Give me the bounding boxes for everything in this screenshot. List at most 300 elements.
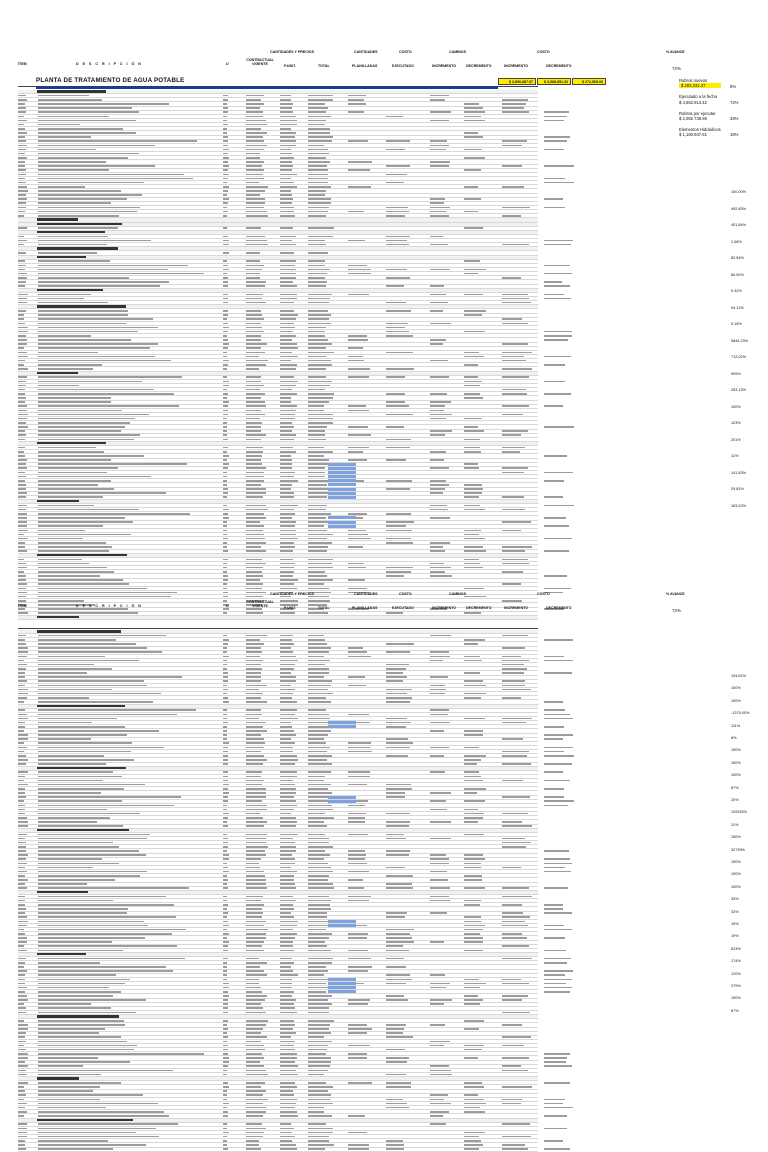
- cell-text: [544, 979, 572, 981]
- cell-text: [280, 871, 297, 873]
- cell-text: [430, 517, 450, 519]
- cell-text: [544, 763, 572, 765]
- cell-text: [18, 298, 27, 300]
- cell-text: [348, 647, 363, 649]
- cell-text: [308, 1107, 324, 1109]
- cell-text: [280, 190, 291, 192]
- cell-text: [246, 970, 264, 972]
- cell-text: [308, 260, 325, 262]
- cell-text: [38, 496, 103, 498]
- row-progress-pct: 100%: [731, 996, 741, 1001]
- cell-text: [308, 937, 329, 939]
- cell-text: [246, 718, 259, 720]
- cell-text: [223, 660, 227, 662]
- cell-text: [18, 805, 25, 807]
- cell-text: [280, 714, 295, 716]
- cell-text: [223, 1061, 229, 1063]
- cell-text: [280, 227, 293, 229]
- cell-text: [386, 983, 406, 985]
- cell-text: [38, 1003, 91, 1005]
- cell-text: [502, 1086, 532, 1088]
- cell-text: [308, 912, 327, 914]
- cell-text: [502, 995, 528, 997]
- cell-text: [502, 186, 524, 188]
- cell-text: [280, 1115, 298, 1117]
- row-progress-pct: 100%: [731, 773, 741, 778]
- cell-text: [246, 116, 263, 118]
- cell-text: [308, 714, 329, 716]
- cell-text: [386, 140, 410, 142]
- cell-text: [246, 1020, 268, 1022]
- cell-text: [280, 896, 293, 898]
- cell-text: [544, 393, 571, 395]
- cell-text: [430, 509, 448, 511]
- cell-text: [246, 1070, 266, 1072]
- cell-text: [348, 747, 370, 749]
- cell-text: [18, 376, 27, 378]
- cell-text: [18, 505, 27, 507]
- cell-text: [38, 1090, 93, 1092]
- cell-text: [386, 834, 404, 836]
- cell-text: [502, 647, 525, 649]
- cell-text: [18, 796, 26, 798]
- cell-text: [544, 273, 572, 275]
- cell-text: [246, 693, 263, 695]
- cell-text: [38, 542, 106, 544]
- cell-text: [464, 1103, 486, 1105]
- cell-text: [280, 970, 293, 972]
- cell-text: [308, 190, 326, 192]
- cell-text: [308, 950, 331, 952]
- cell-text: [280, 513, 295, 515]
- cell-text: [280, 875, 294, 877]
- cell-text: [308, 538, 327, 540]
- cell-text: [544, 701, 563, 703]
- cell-text: [223, 962, 227, 964]
- cell-text: [223, 505, 227, 507]
- cell-text: [308, 327, 326, 329]
- row-progress-pct: 5.16%: [731, 322, 742, 326]
- cell-text: [308, 509, 326, 511]
- cell-text: [430, 1024, 445, 1026]
- cell-text: [386, 689, 412, 691]
- cell-text: [18, 182, 26, 184]
- cell-text: [280, 153, 292, 155]
- cell-text: [18, 368, 28, 370]
- cell-text: [280, 974, 298, 976]
- cell-text: [246, 714, 262, 716]
- cell-text: [223, 904, 228, 906]
- highlight-cell: [328, 475, 356, 478]
- cell-text: [38, 709, 196, 711]
- cell-text: [223, 958, 228, 960]
- cell-text: [308, 834, 325, 836]
- cell-text: [544, 904, 563, 906]
- cell-text: [223, 414, 228, 416]
- cell-text: [223, 550, 228, 552]
- cell-text: [464, 260, 480, 262]
- section-label: [37, 231, 105, 234]
- side-pct-0: 8%: [730, 84, 737, 89]
- cell-text: [280, 1136, 295, 1138]
- cell-text: [38, 995, 113, 997]
- cell-text: [308, 689, 328, 691]
- cell-text: [246, 875, 265, 877]
- cell-text: [223, 813, 229, 815]
- cell-text: [308, 107, 328, 109]
- cell-text: [223, 215, 227, 217]
- cell-text: [223, 846, 228, 848]
- row-progress-pct: 100%: [731, 872, 741, 877]
- cell-text: [18, 347, 24, 349]
- cell-text: [464, 925, 485, 927]
- cell-text: [464, 538, 485, 540]
- cell-text: [223, 800, 228, 802]
- highlight-cell: [328, 725, 356, 728]
- cell-text: [223, 755, 228, 757]
- cell-text: [246, 186, 268, 188]
- cell-text: [18, 430, 25, 432]
- cell-text: [280, 676, 296, 678]
- cell-text: [502, 302, 531, 304]
- cell-text: [246, 376, 261, 378]
- cell-text: [223, 933, 229, 935]
- cell-text: [246, 792, 266, 794]
- cell-text: [18, 389, 25, 391]
- cell-text: [246, 834, 267, 836]
- cell-text: [544, 480, 564, 482]
- cell-text: [18, 639, 25, 641]
- cell-text: [38, 850, 139, 852]
- cell-text: [386, 1036, 413, 1038]
- cell-text: [38, 298, 84, 300]
- cell-text: [308, 1053, 326, 1055]
- cell-text: [308, 240, 325, 242]
- cell-text: [246, 393, 265, 395]
- cell-text: [246, 236, 265, 238]
- cell-text: [464, 639, 485, 641]
- cell-text: [464, 730, 483, 732]
- cell-text: [18, 962, 25, 964]
- cell-text: [38, 426, 125, 428]
- cell-text: [280, 887, 296, 889]
- cell-text: [18, 921, 28, 923]
- cell-text: [18, 718, 28, 720]
- cell-text: [246, 99, 261, 101]
- cell-text: [223, 335, 227, 337]
- cell-text: [246, 211, 267, 213]
- cell-text: [430, 676, 448, 678]
- cell-text: [246, 467, 266, 469]
- col-contract-qty-2: CONTRACTUAL VIGENTE: [246, 600, 274, 608]
- col-planned-2: PLANILLADAS: [352, 606, 378, 610]
- cell-text: [223, 1136, 227, 1138]
- cell-text: [18, 858, 26, 860]
- cell-text: [502, 780, 523, 782]
- cell-text: [502, 1065, 521, 1067]
- cell-text: [223, 871, 229, 873]
- cell-text: [18, 1007, 26, 1009]
- cell-text: [280, 792, 296, 794]
- cell-text: [464, 149, 482, 151]
- cell-text: [223, 467, 228, 469]
- cell-text: [223, 207, 227, 209]
- cell-text: [280, 244, 296, 246]
- cell-text: [38, 817, 110, 819]
- cell-text: [18, 1082, 28, 1084]
- cell-text: [18, 207, 26, 209]
- col-quantities: CANTIDADES: [354, 50, 378, 54]
- cell-text: [280, 1007, 295, 1009]
- cell-text: [308, 381, 332, 383]
- cell-text: [223, 647, 227, 649]
- cell-text: [348, 776, 370, 778]
- cell-text: [308, 517, 326, 519]
- cell-text: [308, 635, 324, 637]
- cell-text: [430, 714, 448, 716]
- cell-text: [430, 120, 449, 122]
- cell-text: [386, 1049, 405, 1051]
- cell-text: [464, 107, 483, 109]
- section-label: [37, 305, 126, 308]
- cell-text: [502, 738, 523, 740]
- cell-text: [464, 1028, 479, 1030]
- cell-text: [280, 111, 293, 113]
- cell-text: [18, 850, 26, 852]
- cell-text: [223, 492, 228, 494]
- cell-text: [38, 1082, 121, 1084]
- data-table-2: [18, 630, 538, 1152]
- cell-text: [280, 747, 293, 749]
- cell-text: [246, 776, 261, 778]
- cell-text: [280, 937, 295, 939]
- cell-text: [464, 1148, 479, 1150]
- cell-text: [348, 169, 370, 171]
- cell-text: [38, 207, 140, 209]
- cell-text: [18, 418, 27, 420]
- col-description: D E S C R I P C I Ó N: [76, 62, 143, 66]
- cell-text: [223, 974, 227, 976]
- highlight-cell: [328, 721, 356, 724]
- cell-text: [38, 643, 136, 645]
- cell-text: [280, 352, 292, 354]
- cell-text: [308, 550, 327, 552]
- cell-text: [246, 821, 267, 823]
- cell-text: [280, 846, 296, 848]
- cell-text: [18, 360, 25, 362]
- cell-text: [464, 809, 478, 811]
- cell-text: [308, 244, 326, 246]
- cell-text: [386, 240, 407, 242]
- cell-text: [18, 701, 24, 703]
- cell-text: [464, 788, 486, 790]
- cell-text: [38, 1045, 137, 1047]
- cell-text: [246, 904, 264, 906]
- cell-text: [308, 476, 325, 478]
- cell-text: [246, 726, 263, 728]
- cell-text: [544, 672, 572, 674]
- cell-text: [38, 871, 147, 873]
- cell-text: [246, 260, 260, 262]
- cell-text: [464, 660, 482, 662]
- cell-text: [308, 962, 332, 964]
- cell-text: [246, 966, 260, 968]
- cell-text: [280, 680, 296, 682]
- cell-text: [386, 1082, 411, 1084]
- cell-text: [280, 788, 296, 790]
- cell-text: [223, 1074, 227, 1076]
- cell-text: [223, 318, 227, 320]
- cell-text: [280, 838, 293, 840]
- cell-text: [348, 513, 367, 515]
- cell-text: [280, 397, 291, 399]
- cell-text: [246, 685, 267, 687]
- cell-text: [18, 352, 27, 354]
- cell-text: [18, 513, 27, 515]
- cell-text: [38, 227, 118, 229]
- cell-text: [386, 335, 413, 337]
- cell-text: [246, 128, 261, 130]
- cell-text: [18, 381, 26, 383]
- cell-text: [308, 668, 329, 670]
- cell-text: [430, 1094, 448, 1096]
- cell-text: [464, 447, 480, 449]
- cell-text: [38, 863, 119, 865]
- cell-text: [430, 546, 443, 548]
- cell-text: [280, 842, 295, 844]
- cell-text: [280, 447, 293, 449]
- cell-text: [308, 434, 325, 436]
- cell-text: [348, 265, 367, 267]
- cell-text: [18, 726, 25, 728]
- cell-text: [464, 680, 483, 682]
- cell-text: [502, 496, 524, 498]
- cell-text: [38, 867, 93, 869]
- cell-text: [18, 792, 25, 794]
- cell-text: [280, 1028, 293, 1030]
- cell-text: [308, 211, 328, 213]
- cell-text: [280, 265, 295, 267]
- cell-text: [386, 668, 406, 670]
- col-decrement2: DECREMENTO: [546, 64, 572, 68]
- cell-text: [544, 639, 573, 641]
- row-progress-pct: 909%: [731, 371, 741, 376]
- cell-text: [430, 887, 450, 889]
- cell-text: [38, 202, 111, 204]
- cell-text: [38, 414, 149, 416]
- cell-text: [502, 1136, 531, 1138]
- cell-text: [223, 780, 228, 782]
- cell-text: [223, 664, 227, 666]
- cell-text: [464, 530, 481, 532]
- cell-text: [18, 759, 28, 761]
- cell-text: [308, 542, 332, 544]
- cell-text: [223, 157, 229, 159]
- cell-text: [246, 107, 260, 109]
- cell-text: [246, 854, 266, 856]
- cell-text: [280, 1020, 294, 1022]
- cell-text: [223, 434, 227, 436]
- cell-text: [308, 1045, 328, 1047]
- cell-text: [308, 693, 333, 695]
- cell-text: [18, 1115, 24, 1117]
- cell-text: [308, 451, 333, 453]
- cell-text: [308, 356, 326, 358]
- cell-text: [18, 401, 25, 403]
- cell-text: [18, 240, 27, 242]
- cell-text: [308, 145, 324, 147]
- cell-text: [38, 530, 85, 532]
- cell-text: [246, 763, 263, 765]
- cell-text: [38, 360, 171, 362]
- cell-text: [280, 1045, 294, 1047]
- cell-text: [544, 1065, 572, 1067]
- cell-text: [386, 414, 413, 416]
- cell-text: [348, 879, 363, 881]
- cell-text: [430, 405, 445, 407]
- cell-text: [280, 103, 293, 105]
- cell-text: [223, 401, 229, 403]
- cell-text: [223, 1132, 229, 1134]
- cell-text: [544, 987, 572, 989]
- row-progress-pct: 712.02%: [731, 355, 746, 359]
- cell-text: [430, 360, 448, 362]
- cell-text: [386, 726, 406, 728]
- cell-text: [544, 472, 573, 474]
- cell-text: [246, 426, 261, 428]
- cell-text: [464, 132, 478, 134]
- cell-text: [18, 1136, 27, 1138]
- cell-text: [18, 356, 28, 358]
- row-progress-pct: 32739%: [731, 847, 745, 852]
- cell-text: [38, 281, 169, 283]
- cell-text: [223, 1140, 227, 1142]
- section-label: [37, 705, 125, 708]
- row-progress-pct: 11%: [731, 454, 739, 458]
- cell-text: [38, 405, 179, 407]
- cell-text: [18, 991, 25, 993]
- cell-text: [38, 854, 146, 856]
- cell-text: [246, 883, 266, 885]
- highlight-cell: [328, 800, 356, 803]
- cell-text: [223, 186, 229, 188]
- cell-text: [246, 896, 263, 898]
- cell-text: [246, 215, 268, 217]
- cell-text: [502, 958, 532, 960]
- cell-text: [308, 1003, 332, 1005]
- cell-text: [308, 718, 330, 720]
- cell-text: [386, 742, 413, 744]
- cell-text: [386, 165, 410, 167]
- cell-text: [308, 161, 330, 163]
- side-pct-1: 72%: [730, 100, 739, 105]
- cell-text: [38, 161, 106, 163]
- cell-text: [308, 656, 324, 658]
- cell-text: [386, 269, 407, 271]
- cell-text: [386, 1140, 403, 1142]
- cell-text: [544, 1128, 567, 1130]
- cell-text: [38, 974, 116, 976]
- cell-text: [308, 941, 325, 943]
- cell-text: [502, 925, 528, 927]
- cell-text: [308, 1061, 331, 1063]
- cell-text: [223, 867, 228, 869]
- cell-text: [280, 701, 297, 703]
- cell-text: [308, 929, 326, 931]
- cell-text: [223, 1128, 227, 1130]
- cell-text: [223, 1065, 228, 1067]
- sheet-page-2: [0, 560, 768, 1024]
